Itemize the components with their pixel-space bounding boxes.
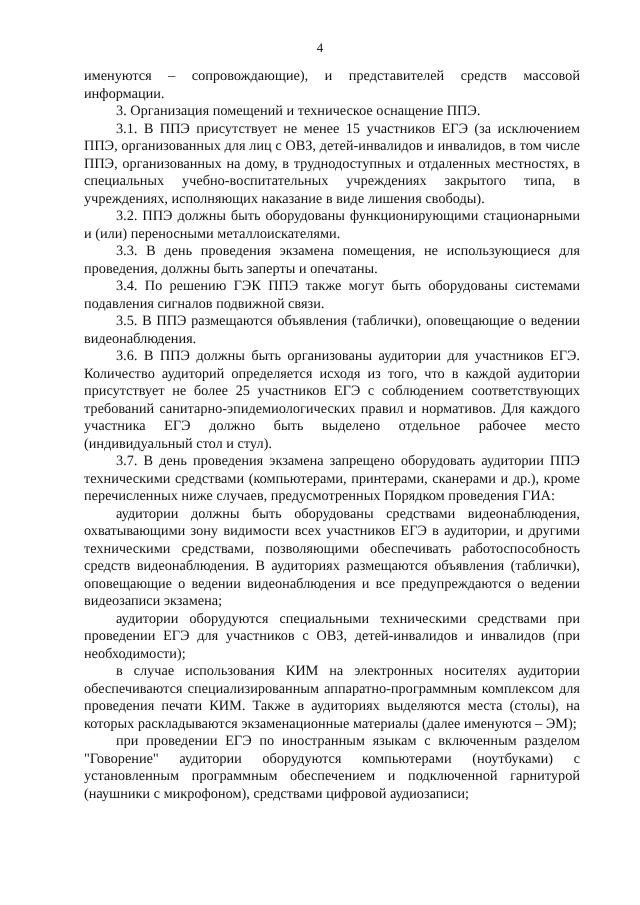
section-heading: 3. Организация помещений и техническое оснащение ППЭ. [116, 103, 481, 119]
paragraph-continuation: именуются – сопровождающие), и представителей средств массовой информации. [84, 68, 580, 102]
list-item-special-equipment: аудитории оборудуются специальными техническими средствами при проведении ЕГЭ для участников с ОВЗ, детей-инвалидов и инвалидов (при необходимости); [84, 610, 580, 662]
list-item-electronic-kim: в случае использования КИМ на электронных носителях аудитории обеспечиваются специализированным аппаратно-программным комплексом для проведения печати КИМ. Также в аудиториях выделяются места (столы), на которых раскладываются экзаменационные материалы (далее именуются – ЭМ); [84, 663, 580, 732]
paragraph-3-3: 3.3. В день проведения экзамена помещения, не использующиеся для проведения, должны быть заперты и опечатаны. [84, 243, 580, 277]
document-body [84, 68, 580, 803]
paragraph-3-1: 3.1. В ППЭ присутствует не менее 15 участников ЕГЭ (за исключением ППЭ, организованных для лиц с ОВЗ, детей-инвалидов и инвалидов, в том числе ППЭ, организованных на дому, в труднодоступных и отдаленных местностях, в специальных учебно-воспитательных учреждениях закрытого типа, в учреждениях, исполняющих наказание в виде лишения свободы). [84, 120, 580, 207]
paragraph-3-7: 3.7. В день проведения экзамена запрещено оборудовать аудитории ППЭ техническими средствами (компьютерами, принтерами, сканерами и др.), кроме перечисленных ниже случаев, предусмотренных Порядком проведения ГИА: [84, 453, 580, 504]
paragraph-3-5: 3.5. В ППЭ размещаются объявления (таблички), оповещающие о ведении видеонаблюдения. [84, 313, 580, 347]
paragraph-3-4: 3.4. По решению ГЭК ППЭ также могут быть оборудованы системами подавления сигналов подвижной связи. [84, 278, 580, 312]
list-item-foreign-languages: при проведении ЕГЭ по иностранным языкам с включенным разделом "Говорение" аудитории оборудуются компьютерами (ноутбуками) с установленным программным обеспечением и подключенной гарнитурой (наушники с микрофоном), средствами цифровой аудиозаписи; [84, 733, 580, 802]
paragraph-3-6: 3.6. В ППЭ должны быть организованы аудитории для участников ЕГЭ. Количество аудиторий определяется исходя из того, что в каждой аудитории присутствует не более 25 участников ЕГЭ с соблюдением соответствующих требований санитарно-эпидемиологических правил и нормативов. Для каждого участника ЕГЭ должно быть выделено отдельное рабочее место (индивидуальный стол и стул). [84, 348, 580, 452]
paragraph-3-2: 3.2. ППЭ должны быть оборудованы функционирующими стационарными и (или) переносными металлоискателями. [84, 208, 580, 242]
page-number: 4 [316, 40, 324, 55]
list-item-video-surveillance: аудитории должны быть оборудованы средствами видеонаблюдения, охватывающими зону видимости всех участников ЕГЭ в аудитории, и другими техническими средствами, позволяющими обеспечивать работоспособность средств видеонаблюдения. В аудиториях размещаются объявления (таблички), оповещающие о ведении видеонаблюдения и все предупреждаются о ведении видеозаписи экзамена; [84, 505, 580, 609]
